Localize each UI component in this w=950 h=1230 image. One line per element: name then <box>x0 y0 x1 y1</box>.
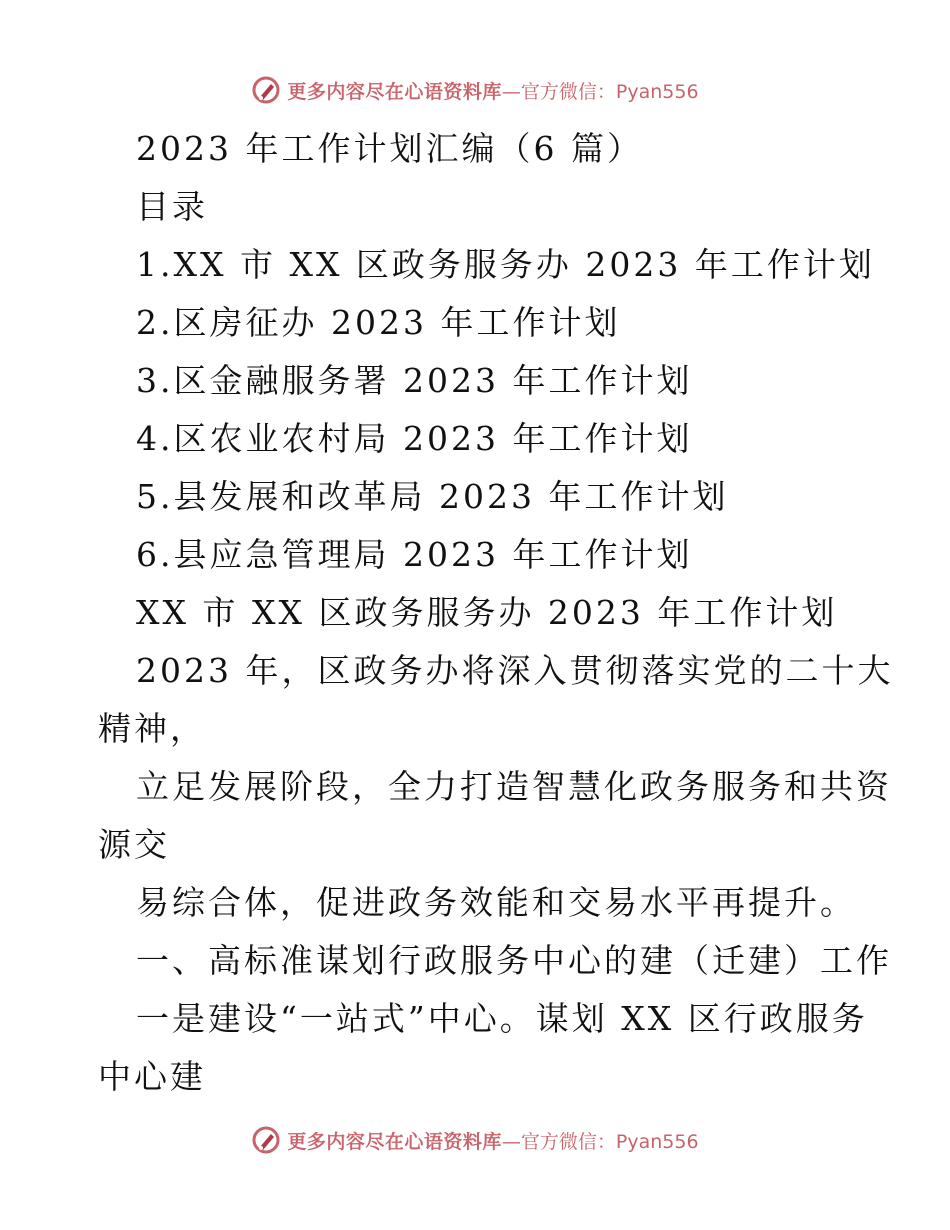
toc-item: 5.县发展和改革局 2023 年工作计划 <box>136 477 729 516</box>
pen-logo-icon <box>251 1125 281 1155</box>
body-line: 精神， <box>98 709 206 748</box>
toc-item: 2.区房征办 2023 年工作计划 <box>136 303 621 342</box>
document-title: 2023 年工作计划汇编（6 篇） <box>136 129 643 168</box>
watermark-sub-text: —官方微信：Pyan556 <box>501 80 699 103</box>
pen-logo-icon <box>251 75 281 105</box>
section-title: XX 市 XX 区政务服务办 2023 年工作计划 <box>136 593 838 632</box>
body-line: 中心建 <box>98 1057 206 1096</box>
toc-heading: 目录 <box>136 187 208 226</box>
toc-item: 3.区金融服务署 2023 年工作计划 <box>136 361 693 400</box>
heading-one: 一、高标准谋划行政服务中心的建（迁建）工作 <box>136 941 892 980</box>
watermark-banner-bottom <box>0 1122 950 1158</box>
body-line: 易综合体，促进政务效能和交易水平再提升。 <box>136 883 856 922</box>
watermark-sub-text: —官方微信：Pyan556 <box>501 1130 699 1153</box>
watermark-main-text: 更多内容尽在心语资料库 <box>287 1130 502 1153</box>
toc-item: 4.区农业农村局 2023 年工作计划 <box>136 419 693 458</box>
body-line: 2023 年，区政务办将深入贯彻落实党的二十大 <box>136 651 894 690</box>
body-line: 一是建设“一站式”中心。谋划 XX 区行政服务 <box>136 999 868 1038</box>
toc-item: 6.县应急管理局 2023 年工作计划 <box>136 535 693 574</box>
toc-item: 1.XX 市 XX 区政务服务办 2023 年工作计划 <box>136 245 875 284</box>
watermark-main-text: 更多内容尽在心语资料库 <box>287 80 502 103</box>
document-body <box>98 120 894 1106</box>
body-line: 源交 <box>98 825 170 864</box>
body-line: 立足发展阶段，全力打造智慧化政务服务和共资 <box>136 767 892 806</box>
watermark-banner-top <box>0 72 950 108</box>
